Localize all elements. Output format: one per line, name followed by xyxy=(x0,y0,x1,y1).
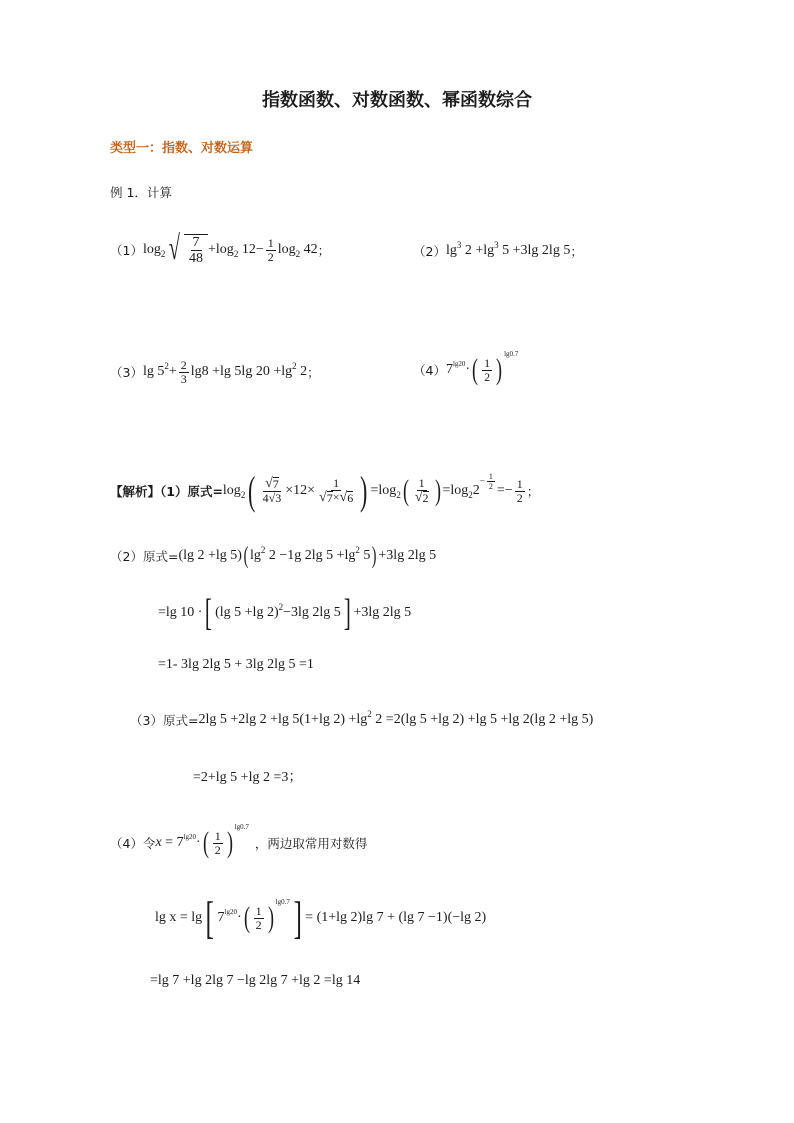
exponent: 2 xyxy=(278,602,284,612)
paren-left: ( xyxy=(248,468,256,513)
exponent: 2 xyxy=(164,361,169,371)
numerator: 1 xyxy=(484,355,491,370)
page-title: 指数函数、对数函数、幂函数综合 xyxy=(262,90,532,111)
bracket-left: [ xyxy=(205,892,215,943)
sqrt-fraction xyxy=(165,230,208,267)
bracket-right: ] xyxy=(293,892,302,943)
exponent: lg20 xyxy=(183,833,197,841)
expr-part: 2 xyxy=(300,364,308,379)
numerator: 2 xyxy=(180,357,187,372)
solution-1 xyxy=(110,465,539,517)
base-7: 7 xyxy=(217,910,225,925)
paren-right: ) xyxy=(372,543,377,569)
expr-part: 2 =2(lg 5 +lg 2) +lg 5 +lg 2(lg 2 +lg 5) xyxy=(375,712,594,727)
exponent: 3 xyxy=(494,240,499,250)
fraction-one-over xyxy=(317,477,355,505)
fraction-half xyxy=(482,357,492,384)
numerator: 1 xyxy=(418,476,425,490)
solution-2-line-2 xyxy=(158,592,412,634)
exponent: lg0.7 xyxy=(234,823,249,831)
fraction-one-sqrt2 xyxy=(413,477,431,505)
dot: · xyxy=(236,910,242,925)
paren-left: ( xyxy=(472,353,479,386)
solution-4-line-1 xyxy=(110,820,367,866)
solution-3-label: （3）原式= xyxy=(130,713,199,728)
exponent-neg-half: − 1 2 xyxy=(479,471,493,491)
fraction-2-3 xyxy=(179,359,189,386)
equals: = xyxy=(496,483,505,498)
log-base: 2 xyxy=(160,249,166,259)
log-text: log xyxy=(450,483,469,498)
base-2: 2 xyxy=(472,483,480,498)
dot: · xyxy=(465,362,471,377)
paren-left: ( xyxy=(402,474,409,507)
log-text: log xyxy=(222,483,241,498)
log-text: log xyxy=(378,483,397,498)
solution-3-line-2: =2+lg 5 +lg 2 =3； xyxy=(193,770,303,785)
base-7: 7 xyxy=(176,835,184,850)
solution-4-suffix: ，两边取常用对数得 xyxy=(254,836,368,851)
problem-2 xyxy=(413,240,583,262)
solution-2-line-3: =1- 3lg 2lg 5 + 3lg 2lg 5 =1 xyxy=(158,657,314,672)
fraction-7-48 xyxy=(187,235,205,266)
radical-sign: √ xyxy=(169,230,181,267)
expr-part: −3lg 2lg 5 xyxy=(283,605,341,620)
equals: = xyxy=(370,483,379,498)
expr-part: 5 xyxy=(363,548,371,563)
problem-4 xyxy=(413,348,518,392)
problem-2-label: （2） xyxy=(413,244,446,259)
paren-left: ( xyxy=(243,901,250,934)
expr-part: =lg 10 · xyxy=(158,605,203,620)
log-text: log xyxy=(277,242,296,257)
exponent: 2 xyxy=(260,545,266,555)
fraction-sqrt7 xyxy=(261,477,284,505)
expr-part: lg8 +lg 5lg 20 +lg xyxy=(190,364,293,379)
radical-body xyxy=(184,234,208,266)
numerator: 1 xyxy=(267,235,274,250)
problem-4-label: （4） xyxy=(413,363,446,378)
example-label: 例 1．计算 xyxy=(110,185,172,200)
section-heading: 类型一：指数、对数运算 xyxy=(110,141,254,156)
bracket-left: [ xyxy=(205,592,213,634)
semicolon: ； xyxy=(570,244,583,259)
denominator: 2 xyxy=(267,249,274,264)
expr-part: lg 5 xyxy=(142,364,165,379)
bracket-right: ] xyxy=(343,592,351,634)
expr-part: = (1+lg 2)lg 7 + (lg 7 −1)(−lg 2) xyxy=(305,910,487,925)
expr-part: lg x = lg xyxy=(155,910,203,925)
exponent: 2 xyxy=(367,709,372,719)
plus-sign: + xyxy=(208,242,216,257)
expr-part: 2 −1g 2lg 5 +lg xyxy=(268,548,356,563)
paren-right: ) xyxy=(434,474,441,507)
exponent: lg0.7 xyxy=(275,898,290,906)
exponent: lg20 xyxy=(452,360,466,368)
value-42: 42 xyxy=(303,242,318,257)
solution-4-line-3: =lg 7 +lg 2lg 7 −lg 2lg 7 +lg 2 =lg 14 xyxy=(150,973,361,988)
variable-x: x xyxy=(155,835,162,850)
lg-text: lg xyxy=(445,243,457,258)
expr-part: +3lg 2lg 5 xyxy=(378,548,437,563)
log-base: 2 xyxy=(468,490,473,500)
log-base: 2 xyxy=(233,249,239,259)
solution-2-label: （2）原式= xyxy=(110,549,179,564)
times-12: ×12× xyxy=(285,483,316,498)
log-base: 2 xyxy=(240,490,246,500)
semicolon: ； xyxy=(307,365,320,380)
fraction-half xyxy=(254,905,264,932)
problem-1 xyxy=(110,228,330,272)
log-base: 2 xyxy=(295,249,301,259)
solution-2-line-1 xyxy=(110,541,436,571)
paren-left: ( xyxy=(243,543,249,569)
expr-part: (lg 5 +lg 2) xyxy=(215,605,279,620)
paren-left: ( xyxy=(202,826,209,859)
solution-label: 【解析】（1）原式= xyxy=(110,484,223,499)
minus-sign: − xyxy=(504,483,513,498)
denominator: 3 xyxy=(180,371,187,386)
base-7: 7 xyxy=(445,362,453,377)
log-text: log xyxy=(215,242,234,257)
log-base: 2 xyxy=(396,490,401,500)
expr-part: +3lg 2lg 5 xyxy=(353,605,412,620)
numerator: 1 xyxy=(516,476,523,491)
paren-right: ) xyxy=(360,468,368,513)
equals: = xyxy=(442,483,451,498)
denominator: 2 xyxy=(484,369,491,384)
numerator: √ 7 xyxy=(265,476,279,491)
numerator: 1 xyxy=(214,828,221,843)
paren-right: ) xyxy=(496,353,503,386)
fraction-half xyxy=(266,237,276,264)
expr-part: 5 +3lg 2lg 5 xyxy=(502,243,571,258)
denominator: √ 7 × √ 6 xyxy=(319,490,354,505)
denominator: 4√3 xyxy=(262,491,282,505)
expr-part: (lg 2 +lg 5) xyxy=(178,548,242,563)
dot: · xyxy=(196,835,201,850)
denominator: 2 xyxy=(516,490,523,505)
problem-1-label: （1） xyxy=(110,243,143,258)
value-12: 12 xyxy=(241,242,256,257)
problem-3 xyxy=(110,352,320,392)
expr-part: lg xyxy=(249,548,261,563)
equals: = xyxy=(165,835,174,850)
paren-right: ) xyxy=(226,826,233,859)
solution-3-line-1 xyxy=(130,706,593,734)
expr-part: 2 +lg xyxy=(464,243,495,258)
denominator: 2 xyxy=(255,917,262,932)
plus-sign: + xyxy=(168,364,177,379)
expr-part: 2lg 5 +2lg 2 +lg 5(1+lg 2) +lg xyxy=(198,712,368,727)
fraction-half xyxy=(213,830,223,857)
exponent: 2 xyxy=(292,361,297,371)
denominator: √ 2 xyxy=(414,490,429,505)
exponent: 3 xyxy=(456,240,462,250)
numerator: 1 xyxy=(333,476,340,490)
denominator: 48 xyxy=(189,251,204,266)
semicolon: ； xyxy=(317,243,331,258)
exponent: lg20 xyxy=(224,908,237,916)
exponent: lg0.7 xyxy=(504,350,519,358)
solution-4-label: （4）令 xyxy=(110,836,156,851)
log-text: log xyxy=(142,242,161,257)
denominator: 2 xyxy=(214,842,221,857)
exponent: 2 xyxy=(355,545,360,555)
paren-right: ) xyxy=(267,901,274,934)
semicolon: ； xyxy=(526,484,540,499)
fraction-half xyxy=(515,478,525,505)
numerator: 1 xyxy=(255,903,262,918)
solution-4-line-2 xyxy=(155,893,486,943)
minus-sign: − xyxy=(255,242,264,257)
problem-3-label: （3） xyxy=(110,365,143,380)
numerator: 7 xyxy=(192,235,200,250)
